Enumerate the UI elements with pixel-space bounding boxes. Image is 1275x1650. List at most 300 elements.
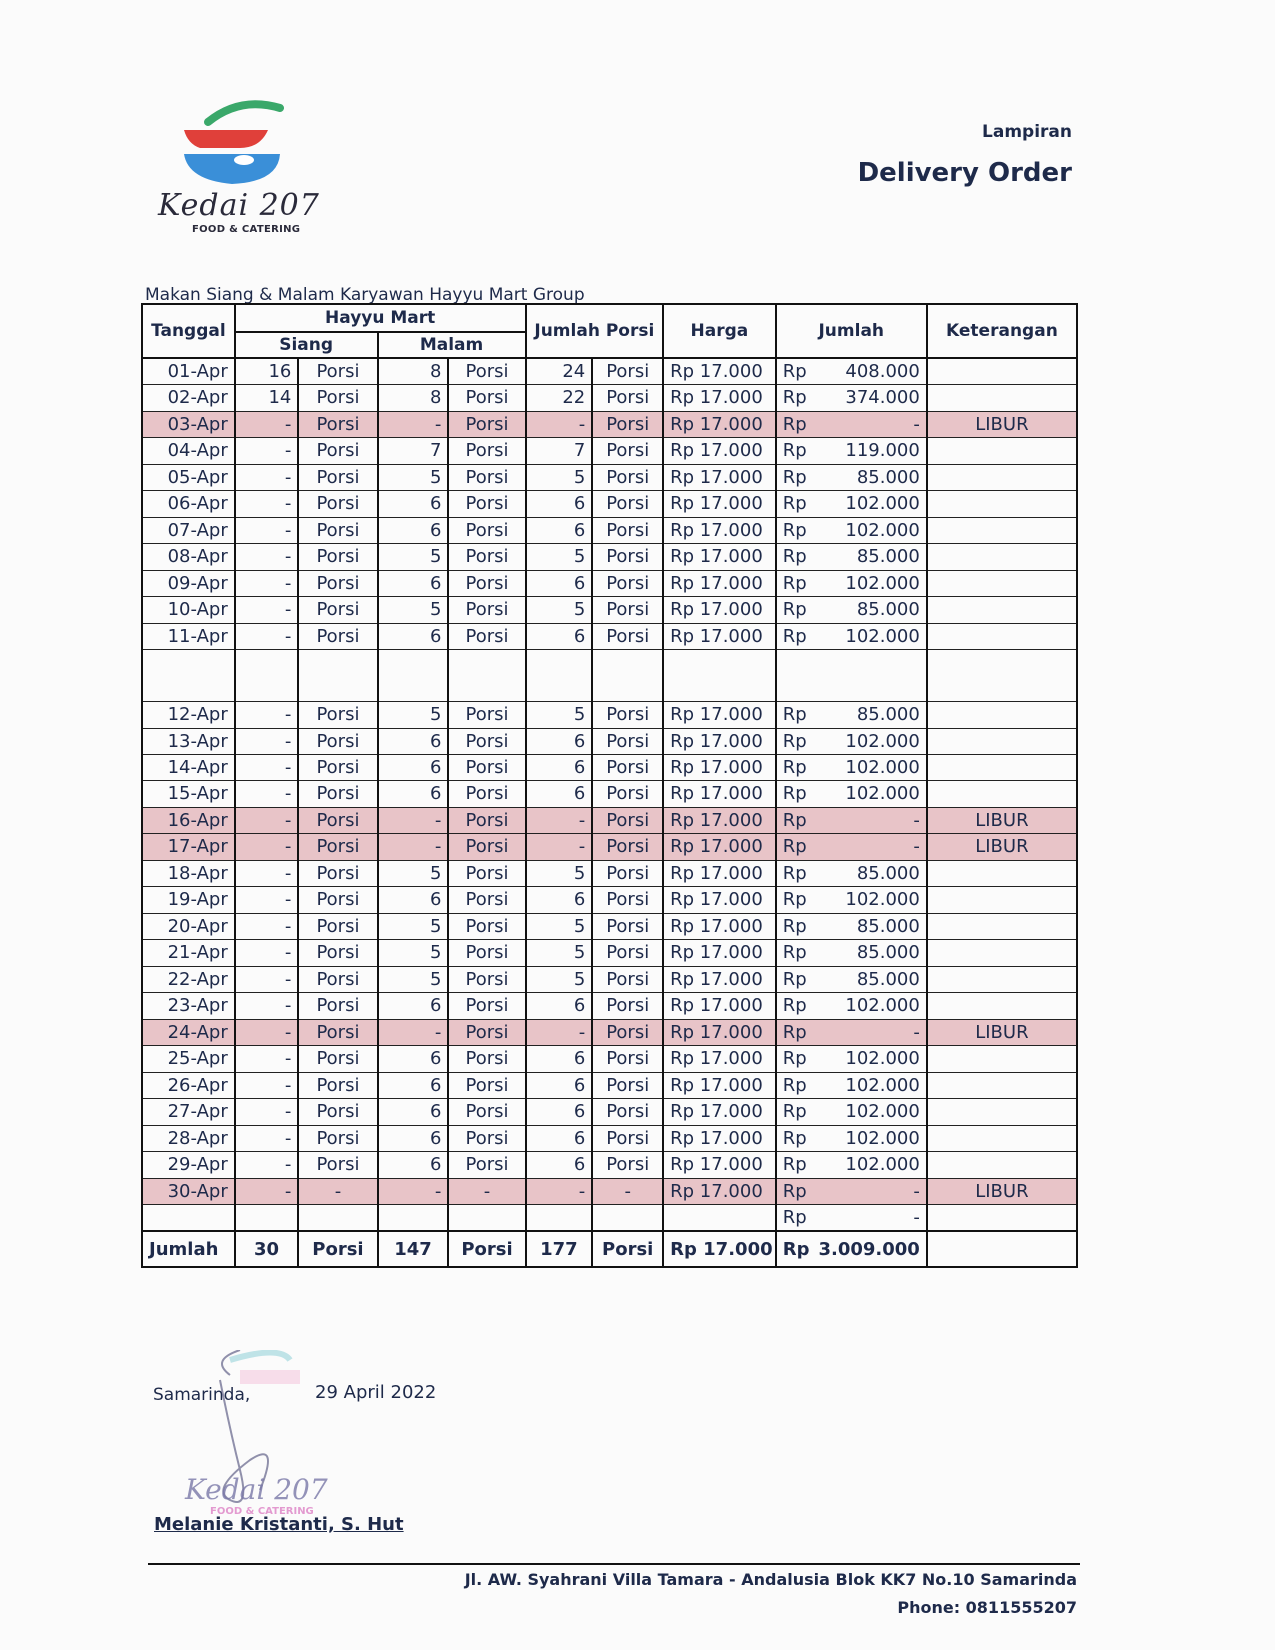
cell-jumlah-currency: Rp (782, 704, 807, 726)
cell-siang-unit: Porsi (298, 940, 377, 967)
cell-total-unit: Porsi (592, 834, 663, 861)
cell-tanggal: 22-Apr (142, 966, 235, 993)
table-row (142, 807, 1077, 834)
cell-keterangan (927, 464, 1077, 491)
cell-jumlah (776, 860, 927, 887)
cell-total-unit: Porsi (592, 913, 663, 940)
cell-jumlah (776, 781, 927, 808)
cell-harga: Rp 17.000 (663, 702, 776, 729)
cell-total-unit (592, 650, 663, 702)
cell-tanggal: 12-Apr (142, 702, 235, 729)
cell-malam (378, 650, 449, 702)
cell-malam: 5 (378, 702, 449, 729)
cell-malam: 6 (378, 755, 449, 781)
cell-harga (663, 650, 776, 702)
cell-jumlah-currency: Rp (782, 1021, 807, 1043)
cell-jumlah (776, 1152, 927, 1179)
cell-malam-unit: Porsi (448, 913, 525, 940)
cell-total: 6 (526, 1099, 593, 1126)
header-tanggal: Tanggal (142, 304, 235, 358)
cell-jumlah-value: 102.000 (845, 1074, 920, 1096)
cell-malam-unit: Porsi (448, 1019, 525, 1046)
cell-jumlah-value: 102.000 (845, 519, 920, 541)
cell-total: 5 (526, 940, 593, 967)
cell-malam-unit: Porsi (448, 728, 525, 755)
cell-malam-unit: Porsi (448, 807, 525, 834)
table-row (142, 623, 1077, 650)
cell-total-unit: Porsi (592, 464, 663, 491)
cell-malam: 5 (378, 913, 449, 940)
delivery-table (141, 303, 1078, 1268)
cell-malam: - (378, 411, 449, 438)
cell-jumlah-currency: Rp (782, 625, 807, 647)
cell-jumlah (776, 1019, 927, 1046)
cell-malam-unit: Porsi (448, 834, 525, 861)
cell-tanggal (142, 1205, 235, 1232)
cell-malam-unit: Porsi (448, 491, 525, 518)
cell-harga: Rp 17.000 (663, 781, 776, 808)
cell-malam: 6 (378, 887, 449, 914)
cell-jumlah-value: 85.000 (856, 915, 920, 937)
cell-malam: 5 (378, 940, 449, 967)
cell-keterangan: LIBUR (927, 834, 1077, 861)
table-row (142, 570, 1077, 597)
cell-tanggal: 17-Apr (142, 834, 235, 861)
cell-jumlah-value: - (913, 1021, 920, 1043)
cell-siang-unit (298, 1205, 377, 1232)
cell-jumlah-currency: Rp (782, 387, 807, 409)
cell-jumlah-currency: Rp (782, 1074, 807, 1096)
cell-tanggal: 10-Apr (142, 597, 235, 624)
cell-jumlah-currency: Rp (782, 440, 807, 462)
cell-total: 5 (526, 597, 593, 624)
cell-siang-unit: Porsi (298, 807, 377, 834)
cell-keterangan (927, 358, 1077, 385)
cell-siang: - (235, 860, 299, 887)
cell-total: 6 (526, 781, 593, 808)
footer-address: Jl. AW. Syahrani Villa Tamara - Andalusia Blok KK7 No.10 Samarinda (464, 1570, 1077, 1589)
cell-keterangan: LIBUR (927, 1178, 1077, 1205)
cell-siang: - (235, 1099, 299, 1126)
cell-jumlah-value: 102.000 (845, 995, 920, 1017)
cell-malam: - (378, 1019, 449, 1046)
cell-total (526, 650, 593, 702)
signer-name: Melanie Kristanti, S. Hut (154, 1514, 404, 1535)
cell-jumlah-value: 119.000 (845, 440, 920, 462)
cell-malam: 6 (378, 1072, 449, 1099)
table-row (142, 966, 1077, 993)
table-row (142, 834, 1077, 861)
cell-siang: - (235, 1125, 299, 1152)
signature-date: 29 April 2022 (315, 1382, 437, 1403)
cell-tanggal: 23-Apr (142, 993, 235, 1020)
table-row (142, 1046, 1077, 1073)
cell-siang-unit: Porsi (298, 860, 377, 887)
cell-jumlah (776, 597, 927, 624)
cell-total: 5 (526, 464, 593, 491)
cell-malam: 6 (378, 1046, 449, 1073)
cell-total: 6 (526, 1046, 593, 1073)
cell-jumlah (776, 834, 927, 861)
cell-jumlah (776, 358, 927, 385)
cell-siang-unit: Porsi (298, 755, 377, 781)
cell-total-unit: Porsi (592, 781, 663, 808)
cell-jumlah-currency: Rp (782, 968, 807, 990)
cell-siang-unit: Porsi (298, 702, 377, 729)
cell-keterangan (927, 887, 1077, 914)
cell-siang: - (235, 966, 299, 993)
cell-jumlah-value: 102.000 (845, 493, 920, 515)
cell-jumlah-value: 102.000 (845, 1101, 920, 1123)
cell-harga: Rp 17.000 (663, 623, 776, 650)
document-title: Delivery Order (857, 158, 1072, 188)
table-row (142, 702, 1077, 729)
cell-siang-unit: Porsi (298, 993, 377, 1020)
logo-name: Kedai 207 (158, 188, 320, 223)
cell-malam: 6 (378, 570, 449, 597)
table-row (142, 1072, 1077, 1099)
cell-siang-unit: - (298, 1178, 377, 1205)
cell-jumlah (776, 887, 927, 914)
cell-malam: 5 (378, 966, 449, 993)
cell-keterangan (927, 993, 1077, 1020)
cell-jumlah (776, 464, 927, 491)
cell-siang-unit: Porsi (298, 358, 377, 385)
cell-jumlah (776, 1178, 927, 1205)
cell-tanggal: 26-Apr (142, 1072, 235, 1099)
cell-total-unit: Porsi (592, 1019, 663, 1046)
cell-tanggal: 14-Apr (142, 755, 235, 781)
cell-siang: 16 (235, 358, 299, 385)
cell-malam: 6 (378, 993, 449, 1020)
cell-malam-unit: Porsi (448, 702, 525, 729)
cell-keterangan (927, 1205, 1077, 1232)
cell-jumlah-value: - (913, 413, 920, 435)
cell-jumlah (776, 728, 927, 755)
cell-harga: Rp 17.000 (663, 597, 776, 624)
cell-jumlah (776, 411, 927, 438)
cell-total-unit: Porsi (592, 1072, 663, 1099)
cell-jumlah-currency: Rp (782, 599, 807, 621)
cell-jumlah-value: 408.000 (845, 361, 920, 382)
cell-total-unit: - (592, 1178, 663, 1205)
cell-total-unit: Porsi (592, 966, 663, 993)
stamp-logo-name: Kedai 207 (185, 1473, 328, 1506)
cell-total-unit: Porsi (592, 385, 663, 412)
cell-jumlah (776, 438, 927, 465)
cell-jumlah-currency: Rp (782, 361, 807, 382)
cell-siang-unit: Porsi (298, 517, 377, 544)
cell-malam-unit: Porsi (448, 1152, 525, 1179)
cell-siang: - (235, 597, 299, 624)
cell-jumlah (776, 491, 927, 518)
cell-siang: - (235, 517, 299, 544)
cell-malam-unit: Porsi (448, 544, 525, 571)
cell-siang-unit: Porsi (298, 464, 377, 491)
table-row (142, 1152, 1077, 1179)
cell-tanggal: 16-Apr (142, 807, 235, 834)
cell-siang: - (235, 1046, 299, 1073)
cell-tanggal: 02-Apr (142, 385, 235, 412)
cell-keterangan (927, 491, 1077, 518)
cell-total: - (526, 807, 593, 834)
cell-total-unit: Porsi (592, 358, 663, 385)
cell-jumlah-value: - (913, 809, 920, 831)
cell-malam-unit: Porsi (448, 781, 525, 808)
cell-total-unit: Porsi (592, 544, 663, 571)
table-caption: Makan Siang & Malam Karyawan Hayyu Mart Group (145, 285, 585, 305)
cell-malam-unit: Porsi (448, 860, 525, 887)
cell-jumlah-value: 85.000 (856, 862, 920, 884)
cell-malam-unit: Porsi (448, 1125, 525, 1152)
cell-keterangan (927, 1099, 1077, 1126)
cell-harga: Rp 17.000 (663, 993, 776, 1020)
cell-malam-unit (448, 1205, 525, 1232)
cell-jumlah-value: 85.000 (856, 546, 920, 568)
cell-total: - (526, 1178, 593, 1205)
cell-tanggal: 15-Apr (142, 781, 235, 808)
cell-tanggal: 08-Apr (142, 544, 235, 571)
cell-jumlah (776, 1205, 927, 1232)
cell-siang: - (235, 1152, 299, 1179)
cell-keterangan (927, 755, 1077, 781)
table-row (142, 1125, 1077, 1152)
cell-jumlah-value: 85.000 (856, 466, 920, 488)
table-row (142, 358, 1077, 385)
cell-siang: - (235, 834, 299, 861)
cell-total-unit: Porsi (592, 411, 663, 438)
cell-malam: 6 (378, 728, 449, 755)
table-row (142, 517, 1077, 544)
cell-keterangan (927, 1072, 1077, 1099)
cell-harga: Rp 17.000 (663, 358, 776, 385)
cell-total-unit: Porsi (592, 755, 663, 781)
cell-jumlah-currency: Rp (782, 942, 807, 964)
cell-jumlah-value: 102.000 (845, 1154, 920, 1176)
cell-total-unit: Porsi (592, 993, 663, 1020)
cell-malam-unit: Porsi (448, 570, 525, 597)
cell-keterangan (927, 597, 1077, 624)
table-row (142, 491, 1077, 518)
cell-keterangan (927, 728, 1077, 755)
cell-total-unit: Porsi (592, 623, 663, 650)
cell-total-unit: Porsi (592, 728, 663, 755)
cell-tanggal: 13-Apr (142, 728, 235, 755)
cell-jumlah (776, 1125, 927, 1152)
cell-total-unit: Porsi (592, 1231, 663, 1267)
cell-harga: Rp 17.000 (663, 966, 776, 993)
cell-tanggal: 24-Apr (142, 1019, 235, 1046)
cell-jumlah (776, 966, 927, 993)
header-jumlah-porsi: Jumlah Porsi (526, 304, 664, 358)
cell-total: 177 (526, 1231, 593, 1267)
cell-total: 5 (526, 860, 593, 887)
cell-siang: - (235, 1072, 299, 1099)
cell-tanggal: 20-Apr (142, 913, 235, 940)
cell-siang: - (235, 1019, 299, 1046)
cell-harga: Rp 17.000 (663, 491, 776, 518)
cell-keterangan (927, 1231, 1077, 1267)
cell-total-unit: Porsi (592, 517, 663, 544)
cell-total: 6 (526, 728, 593, 755)
cell-malam-unit: - (448, 1178, 525, 1205)
cell-keterangan (927, 781, 1077, 808)
cell-harga: Rp 17.000 (663, 438, 776, 465)
total-row (142, 1231, 1077, 1267)
cell-malam-unit: Porsi (448, 358, 525, 385)
cell-malam: 8 (378, 358, 449, 385)
cell-malam-unit: Porsi (448, 966, 525, 993)
table-row (142, 781, 1077, 808)
cell-siang: - (235, 781, 299, 808)
table-row (142, 993, 1077, 1020)
cell-total (526, 1205, 593, 1232)
cell-jumlah (776, 570, 927, 597)
cell-harga: Rp 17.000 (663, 1125, 776, 1152)
cell-malam: 6 (378, 517, 449, 544)
cell-malam: - (378, 1178, 449, 1205)
cell-jumlah-currency: Rp (782, 493, 807, 515)
cell-siang: 14 (235, 385, 299, 412)
cell-total-unit: Porsi (592, 807, 663, 834)
cell-harga: Rp 17.000 (663, 1072, 776, 1099)
table-row (142, 860, 1077, 887)
cell-harga: Rp 17.000 (663, 913, 776, 940)
cell-malam-unit: Porsi (448, 411, 525, 438)
cell-jumlah-value: - (913, 1180, 920, 1202)
cell-jumlah (776, 1099, 927, 1126)
cell-total-unit: Porsi (592, 570, 663, 597)
cell-siang-unit: Porsi (298, 1072, 377, 1099)
cell-keterangan (927, 570, 1077, 597)
cell-malam-unit: Porsi (448, 385, 525, 412)
cell-jumlah (776, 517, 927, 544)
cell-total-unit: Porsi (592, 438, 663, 465)
cell-total-unit: Porsi (592, 1125, 663, 1152)
cell-tanggal: 30-Apr (142, 1178, 235, 1205)
cell-jumlah (776, 913, 927, 940)
cell-total-unit: Porsi (592, 1152, 663, 1179)
cell-siang: - (235, 807, 299, 834)
cell-siang: - (235, 913, 299, 940)
cell-malam: 7 (378, 438, 449, 465)
cell-siang-unit: Porsi (298, 834, 377, 861)
cell-keterangan: LIBUR (927, 807, 1077, 834)
cell-jumlah-currency: Rp (782, 1127, 807, 1149)
cell-jumlah-currency: Rp (782, 413, 807, 435)
cell-harga: Rp 17.000 (663, 860, 776, 887)
cell-total-unit: Porsi (592, 860, 663, 887)
cell-keterangan (927, 650, 1077, 702)
cell-jumlah-value: 102.000 (845, 1048, 920, 1070)
cell-jumlah (776, 1072, 927, 1099)
cell-siang-unit: Porsi (298, 385, 377, 412)
header-jumlah: Jumlah (776, 304, 927, 358)
cell-malam: 6 (378, 781, 449, 808)
cell-jumlah-currency: Rp (782, 1207, 807, 1228)
cell-keterangan (927, 702, 1077, 729)
cell-total: 5 (526, 966, 593, 993)
table-row (142, 1019, 1077, 1046)
cell-total: 5 (526, 913, 593, 940)
table-row (142, 650, 1077, 702)
cell-jumlah-currency: Rp (782, 757, 807, 778)
cell-malam: 5 (378, 597, 449, 624)
table-row (142, 411, 1077, 438)
cell-keterangan (927, 966, 1077, 993)
signature-place: Samarinda, (153, 1385, 251, 1405)
table-row (142, 755, 1077, 781)
cell-tanggal: 28-Apr (142, 1125, 235, 1152)
cell-malam: - (378, 834, 449, 861)
cell-jumlah (776, 544, 927, 571)
cell-total: 6 (526, 491, 593, 518)
cell-malam: 5 (378, 544, 449, 571)
cell-malam-unit: Porsi (448, 438, 525, 465)
cell-malam: 5 (378, 464, 449, 491)
cell-siang-unit: Porsi (298, 438, 377, 465)
cell-siang: - (235, 755, 299, 781)
cell-siang: - (235, 702, 299, 729)
cell-total: 6 (526, 1072, 593, 1099)
cell-siang-unit: Porsi (298, 887, 377, 914)
cell-siang-unit: Porsi (298, 570, 377, 597)
cell-harga: Rp 17.000 (663, 887, 776, 914)
cell-malam: 8 (378, 385, 449, 412)
cell-tanggal: 25-Apr (142, 1046, 235, 1073)
cell-siang-unit: Porsi (298, 1046, 377, 1073)
cell-tanggal: 18-Apr (142, 860, 235, 887)
cell-malam-unit: Porsi (448, 623, 525, 650)
cell-tanggal: 04-Apr (142, 438, 235, 465)
cell-malam-unit: Porsi (448, 1099, 525, 1126)
cell-jumlah-value: 102.000 (845, 783, 920, 805)
cell-total: - (526, 411, 593, 438)
cell-siang: - (235, 491, 299, 518)
cell-siang-unit: Porsi (298, 913, 377, 940)
cell-siang: 30 (235, 1231, 299, 1267)
table-row (142, 597, 1077, 624)
table-row (142, 913, 1077, 940)
header-malam: Malam (378, 332, 526, 358)
cell-harga: Rp 17.000 (663, 728, 776, 755)
cell-jumlah-currency: Rp (782, 1048, 807, 1070)
cell-siang: - (235, 1178, 299, 1205)
cell-total-unit: Porsi (592, 597, 663, 624)
cell-siang-unit: Porsi (298, 1231, 377, 1267)
cell-siang: - (235, 411, 299, 438)
cell-keterangan (927, 544, 1077, 571)
cell-total: 6 (526, 1152, 593, 1179)
cell-keterangan: LIBUR (927, 411, 1077, 438)
header-harga: Harga (663, 304, 776, 358)
cell-keterangan (927, 940, 1077, 967)
table-row (142, 1099, 1077, 1126)
cell-total: 6 (526, 623, 593, 650)
cell-siang-unit: Porsi (298, 597, 377, 624)
cell-malam: - (378, 807, 449, 834)
cell-jumlah-value: 85.000 (856, 942, 920, 964)
cell-malam: 6 (378, 1125, 449, 1152)
cell-jumlah-currency: Rp (782, 546, 807, 568)
cell-harga: Rp 17.000 (663, 940, 776, 967)
cell-siang: - (235, 728, 299, 755)
cell-keterangan: LIBUR (927, 1019, 1077, 1046)
cell-total: 6 (526, 993, 593, 1020)
cell-jumlah-value: 102.000 (845, 757, 920, 778)
cell-malam-unit (448, 650, 525, 702)
cell-siang-unit: Porsi (298, 1019, 377, 1046)
